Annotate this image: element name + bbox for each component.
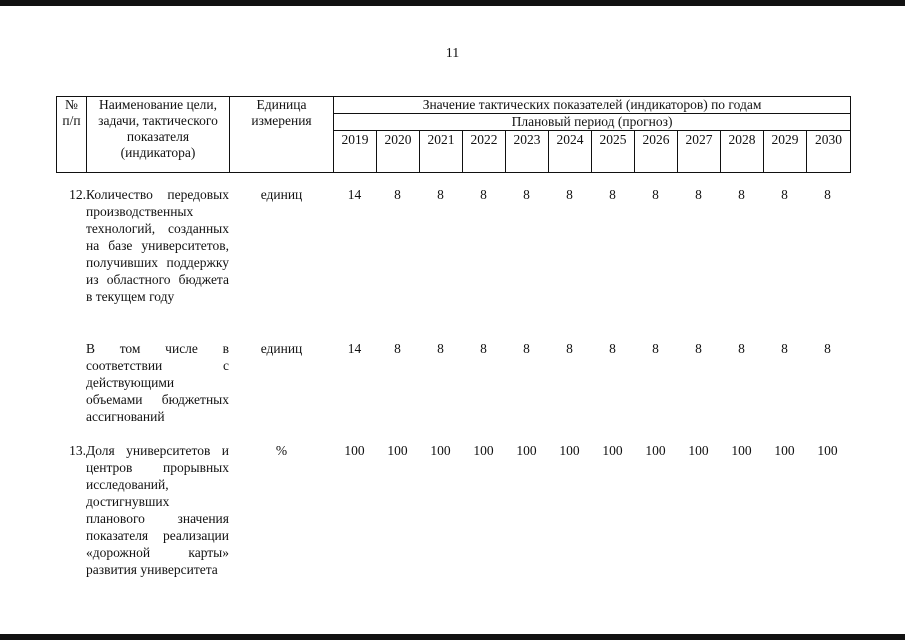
header-year: 2023 <box>506 131 549 173</box>
row-name: В том числе в соответствии с действующими объемами бюджетных ассигнований <box>86 341 229 424</box>
row-value: 100 <box>430 443 451 458</box>
header-period: Плановый период (прогноз) <box>334 114 851 131</box>
header-year: 2022 <box>463 131 506 173</box>
header-year: 2024 <box>549 131 592 173</box>
header-num: № п/п <box>57 97 87 173</box>
row-value: 8 <box>523 341 530 356</box>
row-value: 8 <box>394 187 401 202</box>
header-year: 2021 <box>420 131 463 173</box>
row-name: Количество передовых производственных технологий, созданных на базе университетов, получивших поддержку из областного бюджета в текущем году <box>86 187 229 304</box>
row-value: 100 <box>387 443 408 458</box>
row-unit: единиц <box>260 187 303 202</box>
row-values <box>333 442 850 459</box>
header-name: Наименование цели, задачи, тактического показателя (индикатора) <box>87 97 230 173</box>
row-number: 12. <box>69 187 86 202</box>
top-border <box>0 0 905 6</box>
row-unit: % <box>275 443 288 458</box>
header-year: 2020 <box>377 131 420 173</box>
header-year: 2029 <box>764 131 807 173</box>
row-value: 100 <box>516 443 537 458</box>
row-value: 14 <box>347 187 362 202</box>
row-unit: единиц <box>260 341 303 356</box>
bottom-border <box>0 634 905 640</box>
header-unit: Единица измерения <box>230 97 334 173</box>
row-value: 8 <box>566 187 573 202</box>
header-values: Значение тактических показателей (индикаторов) по годам <box>334 97 851 114</box>
row-value: 100 <box>344 443 365 458</box>
header-year: 2026 <box>635 131 678 173</box>
row-value: 8 <box>566 341 573 356</box>
row-value: 14 <box>347 341 362 356</box>
page-number: 11 <box>445 46 460 61</box>
row-value: 100 <box>473 443 494 458</box>
row-value: 100 <box>602 443 623 458</box>
header-year: 2028 <box>721 131 764 173</box>
row-value: 8 <box>695 341 702 356</box>
row-values <box>333 186 850 203</box>
row-value: 8 <box>437 341 444 356</box>
header-year: 2027 <box>678 131 721 173</box>
row-value: 8 <box>652 187 659 202</box>
row-value: 8 <box>437 187 444 202</box>
row-values <box>333 340 850 357</box>
row-value: 8 <box>523 187 530 202</box>
row-value: 8 <box>609 187 616 202</box>
row-value: 100 <box>645 443 666 458</box>
header-year: 2025 <box>592 131 635 173</box>
row-value: 8 <box>824 341 831 356</box>
row-value: 100 <box>817 443 838 458</box>
row-value: 100 <box>774 443 795 458</box>
row-value: 8 <box>824 187 831 202</box>
row-value: 100 <box>731 443 752 458</box>
row-value: 8 <box>781 187 788 202</box>
row-number: 13. <box>69 443 86 458</box>
table-header <box>56 96 851 173</box>
row-value: 100 <box>688 443 709 458</box>
header-year: 2019 <box>334 131 377 173</box>
row-value: 8 <box>738 187 745 202</box>
row-value: 8 <box>609 341 616 356</box>
row-value: 8 <box>480 341 487 356</box>
row-value: 8 <box>652 341 659 356</box>
row-name: Доля университетов и центров прорывных исследований, достигнувших планового значения показателя реализации «дорожной карты» развития университета <box>86 443 229 577</box>
row-value: 100 <box>559 443 580 458</box>
row-value: 8 <box>480 187 487 202</box>
row-value: 8 <box>738 341 745 356</box>
header-year: 2030 <box>807 131 851 173</box>
row-value: 8 <box>695 187 702 202</box>
row-value: 8 <box>781 341 788 356</box>
row-value: 8 <box>394 341 401 356</box>
